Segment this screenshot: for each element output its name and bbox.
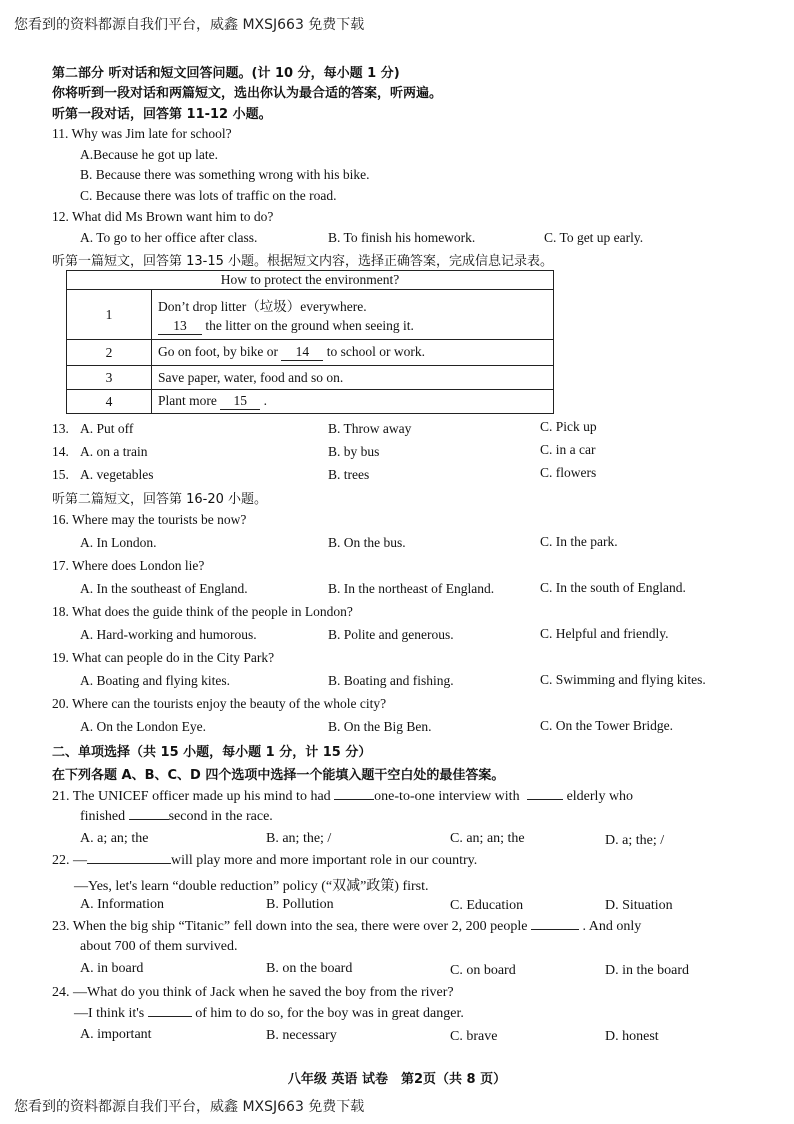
q23-option-a: A. in board (80, 961, 144, 976)
environment-table (66, 270, 554, 414)
blank-13: 13 (158, 318, 202, 335)
row2-text-a: Go on foot, by bike or (158, 344, 278, 359)
question-11: 11. Why was Jim late for school? (52, 126, 232, 141)
passage2-instruction: 听第二篇短文，回答第 16-20 小题。 (52, 492, 268, 507)
q11-option-b: B. Because there was something wrong with his bike. (80, 167, 370, 182)
question-17: 17. Where does London lie? (52, 558, 205, 573)
blank (531, 929, 579, 930)
row1-line2: the litter on the ground when seeing it. (205, 317, 414, 333)
q22-option-b: B. Pollution (266, 897, 334, 912)
question-24-line2 (74, 1006, 464, 1022)
question-18: 18. What does the guide think of the people in London? (52, 604, 353, 619)
q18-option-b: B. Polite and generous. (328, 627, 454, 642)
row4-text-b: . (263, 393, 267, 408)
q13-number: 13. (52, 421, 69, 436)
question-12: 12. What did Ms Brown want him to do? (52, 209, 274, 224)
q15-number: 15. (52, 467, 69, 482)
q22-option-c: C. Education (450, 898, 524, 913)
q24-option-a: A. important (80, 1027, 152, 1042)
q20-option-b: B. On the Big Ben. (328, 719, 432, 734)
q20-option-a: A. On the London Eye. (80, 719, 206, 734)
blank (527, 799, 563, 800)
q11-option-c: C. Because there was lots of traffic on the road. (80, 188, 337, 203)
question-21-line2 (80, 809, 273, 825)
q21-option-b: B. an; the; / (266, 831, 332, 846)
table-row-4 (152, 390, 554, 414)
q18-option-a: A. Hard-working and humorous. (80, 627, 257, 642)
q21-option-c: C. an; an; the (450, 831, 525, 846)
q17-option-a: A. In the southeast of England. (80, 581, 248, 596)
blank (334, 799, 374, 800)
watermark-banner-bottom: 您看到的资料都源自我们平台，威鑫 MXSJ663 免费下载 (14, 1099, 365, 1115)
table-row-num: 1 (67, 290, 152, 340)
q24-option-d: D. honest (605, 1029, 659, 1044)
q12-option-a: A. To go to her office after class. (80, 230, 258, 245)
question-21-line1 (52, 789, 633, 805)
q13-option-a: A. Put off (80, 421, 134, 436)
question-20: 20. Where can the tourists enjoy the beauty of the whole city? (52, 696, 387, 711)
q16-option-a: A. In London. (80, 535, 157, 550)
part2-heading: 第二部分 听对话和短文回答问题。(计 10 分，每小题 1 分) (52, 66, 400, 81)
blank-15: 15 (220, 393, 260, 410)
watermark-banner-top: 您看到的资料都源自我们平台，威鑫 MXSJ663 免费下载 (14, 17, 365, 33)
q21-text-c: elderly who (566, 789, 634, 804)
q24-option-c: C. brave (450, 1029, 498, 1044)
q16-option-b: B. On the bus. (328, 535, 406, 550)
table-row-1 (152, 290, 554, 340)
q24-text-a: —I think it's (74, 1006, 145, 1021)
blank-14: 14 (281, 344, 323, 361)
part2-instruction: 你将听到一段对话和两篇短文，选出你认为最合适的答案，听两遍。 (52, 86, 443, 101)
q23-text-b: . And only (582, 919, 642, 934)
row1-line1: Don’t drop litter（垃圾）everywhere. (158, 298, 367, 314)
passage1-instruction: 听第一篇短文，回答第 13-15 小题。根据短文内容，选择正确答案，完成信息记录表。 (52, 254, 554, 269)
q14-option-a: A. on a train (80, 444, 148, 459)
q21-text-d: finished (80, 809, 126, 824)
table-row-num: 3 (67, 366, 152, 390)
question-23-line2: about 700 of them survived. (80, 939, 238, 954)
blank (148, 1016, 192, 1017)
q12-option-b: B. To finish his homework. (328, 230, 476, 245)
dialog-instruction: 听第一段对话，回答第 11-12 小题。 (52, 107, 272, 122)
q22-option-d: D. Situation (605, 898, 673, 913)
q23-text-a: 23. When the big ship “Titanic” fell down into the sea, there were over 2, 200 people (52, 919, 528, 934)
question-23-line1 (52, 919, 641, 935)
section2-heading: 二、单项选择（共 15 小题，每小题 1 分，计 15 分） (52, 745, 372, 760)
q22-text-a: 22. — (52, 853, 87, 868)
page-footer: 八年级 英语 试卷 第2页（共 8 页） (287, 1072, 507, 1087)
q17-option-b: B. In the northeast of England. (328, 581, 495, 596)
q21-option-a: A. a; an; the (80, 831, 149, 846)
q15-option-c: C. flowers (540, 465, 597, 480)
q20-option-c: C. On the Tower Bridge. (540, 718, 674, 733)
q22-text-b: will play more and more important role in our country. (171, 853, 478, 868)
q15-option-b: B. trees (328, 467, 370, 482)
q23-option-d: D. in the board (605, 963, 689, 978)
q23-option-b: B. on the board (266, 961, 353, 976)
q22-option-a: A. Information (80, 897, 164, 912)
q21-text-e: second in the race. (168, 809, 273, 824)
q24-text-b: of him to do so, for the boy was in great danger. (195, 1006, 464, 1021)
q15-option-a: A. vegetables (80, 467, 154, 482)
q13-option-c: C. Pick up (540, 419, 597, 434)
q17-option-c: C. In the south of England. (540, 580, 686, 595)
question-16: 16. Where may the tourists be now? (52, 512, 247, 527)
table-title: How to protect the environment? (67, 271, 554, 290)
q18-option-c: C. Helpful and friendly. (540, 626, 669, 641)
q19-option-c: C. Swimming and flying kites. (540, 672, 706, 687)
q21-text-a: 21. The UNICEF officer made up his mind to had (52, 789, 331, 804)
q19-option-a: A. Boating and flying kites. (80, 673, 230, 688)
q24-option-b: B. necessary (266, 1028, 337, 1043)
q21-option-d: D. a; the; / (605, 833, 665, 848)
question-19: 19. What can people do in the City Park? (52, 650, 275, 665)
q12-option-c: C. To get up early. (544, 230, 644, 245)
q14-number: 14. (52, 444, 69, 459)
section2-instruction: 在下列各题 A、B、C、D 四个选项中选择一个能填入题干空白处的最佳答案。 (52, 768, 505, 783)
q13-option-b: B. Throw away (328, 421, 412, 436)
table-row-3: Save paper, water, food and so on. (152, 366, 554, 390)
question-22-line1 (52, 853, 477, 869)
row2-text-b: to school or work. (326, 344, 425, 359)
table-row-num: 4 (67, 390, 152, 414)
q14-option-c: C. in a car (540, 442, 596, 457)
q23-option-c: C. on board (450, 963, 516, 978)
q14-option-b: B. by bus (328, 444, 380, 459)
q21-text-b: one-to-one interview with (374, 789, 520, 804)
blank (87, 863, 171, 864)
table-row-num: 2 (67, 340, 152, 366)
q11-option-a: A.Because he got up late. (80, 147, 218, 162)
question-22-line2: —Yes, let's learn “double reduction” policy (“双减”政策) first. (74, 879, 429, 894)
q16-option-c: C. In the park. (540, 534, 618, 549)
row4-text-a: Plant more (158, 393, 217, 408)
blank (129, 819, 169, 820)
q19-option-b: B. Boating and fishing. (328, 673, 454, 688)
question-24-line1: 24. —What do you think of Jack when he saved the boy from the river? (52, 985, 454, 1000)
table-row-2 (152, 340, 554, 366)
